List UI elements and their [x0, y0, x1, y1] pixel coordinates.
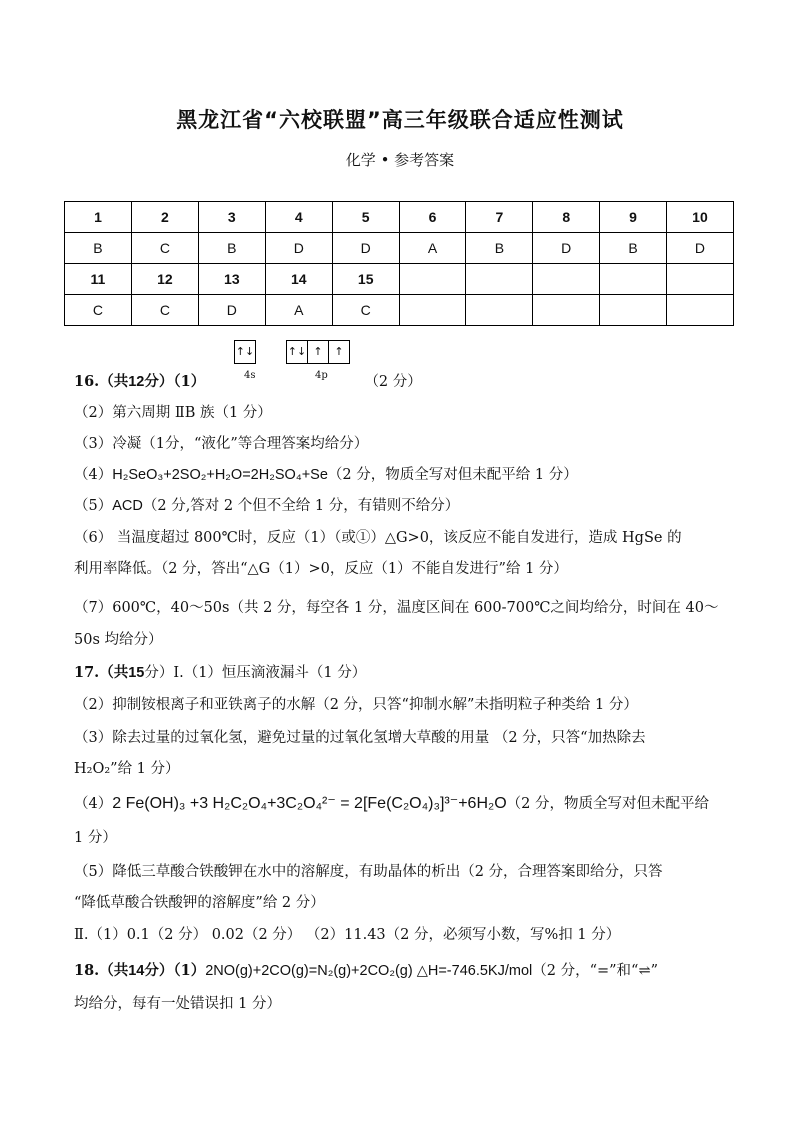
- question-number-cell: 1: [65, 202, 132, 233]
- question-number-cell: 14: [265, 264, 332, 295]
- question-number-cell: 5: [332, 202, 399, 233]
- q17-part3-line2: H₂O₂”给 1 分）: [74, 761, 180, 777]
- q16-part7-line1: （7）600℃，40～50s（共 2 分，每空各 1 分，温度区间在 600-700℃之间均给分，时间在 40～: [74, 600, 719, 616]
- q16-part3: （3）冷凝（1分，“液化”等合理答案均给分）: [74, 436, 369, 452]
- q17-part2: （2）抑制铵根离子和亚铁离子的水解（2 分，只答“抑制水解”未指明粒子种类给 1 分）: [74, 697, 638, 713]
- question-number-cell: 12: [131, 264, 198, 295]
- answer-cell: [466, 295, 533, 326]
- document-subtitle: 化学 • 参考答案: [345, 151, 455, 169]
- answer-table: [64, 201, 734, 326]
- q16-part6-line2: 利用率降低。（2 分，答出“△G（1）>0，反应（1）不能自发进行”给 1 分）: [74, 561, 568, 577]
- answer-cell: D: [533, 233, 600, 264]
- answer-row: [65, 295, 734, 326]
- answer-cell: B: [466, 233, 533, 264]
- question-number-cell: 7: [466, 202, 533, 233]
- question-number-cell: 13: [198, 264, 265, 295]
- answer-cell: B: [600, 233, 667, 264]
- q17-part5-line2: “降低草酸合铁酸钾的溶解度”给 2 分）: [74, 895, 325, 911]
- orbital-box: ↑: [328, 340, 350, 364]
- answer-cell: [600, 295, 667, 326]
- question-number-cell: 4: [265, 202, 332, 233]
- question-number-cell: 6: [399, 202, 466, 233]
- q16-header: 16.（共12分）（1） （2 分）: [74, 373, 422, 390]
- answer-cell: A: [265, 295, 332, 326]
- orbital-4s: [235, 340, 256, 364]
- question-number-cell: 15: [332, 264, 399, 295]
- q16-part5: （5）ACD（2 分,答对 2 个但不全给 1 分，有错则不给分）: [74, 498, 460, 514]
- q17-header: 17.（共15分）Ⅰ.（1）恒压滴液漏斗（1 分）: [74, 664, 367, 681]
- document-title: 黑龙江省“六校联盟”高三年级联合适应性测试: [176, 108, 624, 132]
- q16-part2: （2）第六周期 ⅡB 族（1 分）: [74, 405, 272, 421]
- q17-part4-tail: 1 分）: [74, 830, 117, 846]
- question-number-cell: 11: [65, 264, 132, 295]
- orbital-box: ↑↓: [234, 340, 256, 364]
- question-number-cell: 9: [600, 202, 667, 233]
- answer-cell: D: [198, 295, 265, 326]
- question-number-cell: 3: [198, 202, 265, 233]
- answer-cell: A: [399, 233, 466, 264]
- answer-cell: [399, 295, 466, 326]
- orbital-box: ↑↓: [286, 340, 308, 364]
- question-number-cell: [666, 264, 733, 295]
- q17-part-ii: Ⅱ.（1）0.1（2 分） 0.02（2 分） （2）11.43（2 分，必须写小数，写%扣 1 分）: [74, 927, 621, 943]
- answer-cell: C: [131, 295, 198, 326]
- answer-cell: B: [65, 233, 132, 264]
- question-number-cell: 8: [533, 202, 600, 233]
- question-number-row: [65, 264, 734, 295]
- q16-part7-line2: 50s 均给分）: [74, 632, 163, 648]
- answer-cell: D: [332, 233, 399, 264]
- q18-header: 18.（共14分）（1）2NO(g)+2CO(g)=N₂(g)+2CO₂(g) △H=-746.5KJ/mol（2 分，“=”和“⇌”: [74, 962, 659, 979]
- answer-cell: C: [131, 233, 198, 264]
- orbital-label-4p: 4p: [315, 370, 328, 381]
- orbital-4p: [287, 340, 350, 364]
- q18-part1-line2: 均给分，每有一处错误扣 1 分）: [74, 996, 281, 1012]
- q17-part5-line1: （5）降低三草酸合铁酸钾在水中的溶解度，有助晶体的析出（2 分，合理答案即给分，只答: [74, 864, 663, 880]
- question-number-cell: [533, 264, 600, 295]
- q16-part6-line1: （6） 当温度超过 800℃时，反应（1）（或①）△G>0，该反应不能自发进行，造成 HgSe 的: [74, 530, 682, 546]
- answer-cell: [533, 295, 600, 326]
- orbital-label-4s: 4s: [244, 370, 256, 381]
- question-number-cell: 2: [131, 202, 198, 233]
- question-number-row: [65, 202, 734, 233]
- question-number-cell: [466, 264, 533, 295]
- orbital-box: ↑: [307, 340, 329, 364]
- q17-part3-line1: （3）除去过量的过氧化氢，避免过量的过氧化氢增大草酸的用量 （2 分，只答“加热除去: [74, 730, 646, 746]
- question-number-cell: 10: [666, 202, 733, 233]
- q17-part4: （4）2 Fe(OH)₃ +3 H₂C₂O₄+3C₂O₄²⁻ = 2[Fe(C₂O₄)₃]³⁻+6H₂O（2 分，物质全写对但未配平给: [74, 795, 709, 812]
- answer-cell: D: [265, 233, 332, 264]
- answer-cell: B: [198, 233, 265, 264]
- answer-row: [65, 233, 734, 264]
- answer-cell: C: [332, 295, 399, 326]
- question-number-cell: [600, 264, 667, 295]
- q16-part4: （4）H₂SeO₃+2SO₂+H₂O=2H₂SO₄+Se（2 分，物质全写对但未配平给 1 分）: [74, 467, 578, 483]
- answer-cell: [666, 295, 733, 326]
- answer-cell: C: [65, 295, 132, 326]
- answer-cell: D: [666, 233, 733, 264]
- question-number-cell: [399, 264, 466, 295]
